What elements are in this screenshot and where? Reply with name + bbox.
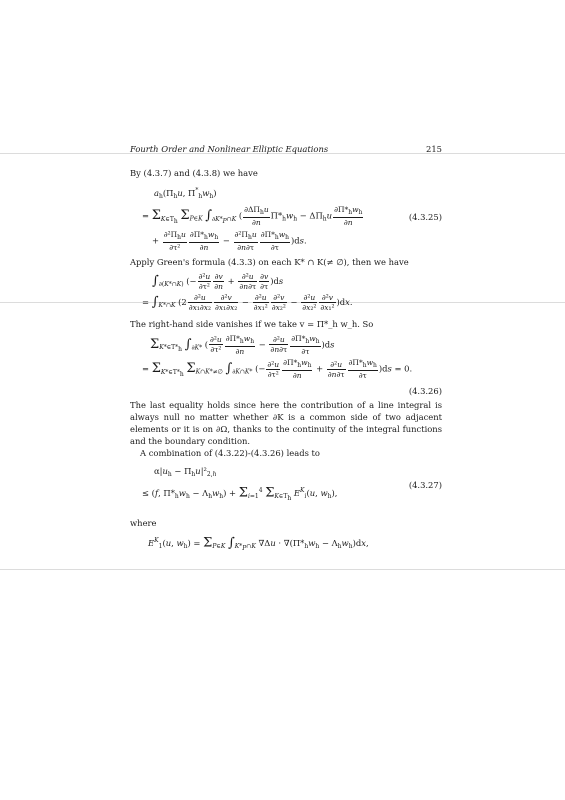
eq-green-line2: = $\int_{K*\cap K}$ (2 $\frac{\text{∂²u}}{\text{∂x₁∂x₂}}$ $\frac{\text{∂²v}}{\text{∂x₁∂x₂}}$ − $\frac{\text{∂²u}}{\text{∂x₁²}}$ $\frac{\text{∂²v}}{\text{∂x₂²}}$ − $\frac{\text{∂²u}}{\text{∂x₂²}}$ $\frac{\text{∂²v}}{\text{∂x₁²}}$ )dx. xyxy=(142,292,353,312)
eq-tag-4-3-25: (4.3.25) xyxy=(408,212,442,223)
eq-4-3-27-line2: ≤ (f, $\Pi*_hw_h - \Lambda_hw_h) + \Sigma_{i=1}^4$ $\Sigma_{K\in Th}$ $E^K_i(u$, $w_h$), xyxy=(142,485,338,502)
eq-4-3-26-line1: $\Sigma_{K*\in T*h}$ $\int_{\partial K*}$ ( $\frac{\text{∂²u}}{\text{∂τ²}}$ $\frac{\partial\Pi*_hw_h}{\partial n}$ − $\frac{\text{∂²u}}{\partial n\partial\tau}$ $\frac{\partial\Pi*_hw_h}{\partial\tau}$ )ds xyxy=(150,333,335,356)
eq-4-3-26-line2: = $\Sigma_{K*\in T*h}$ $\Sigma_{K\cap K*\ne\emptyset}$ $\int_{\partial K\cap K*}$ (− $\frac{\text{∂²u}}{\text{∂τ²}}$ $\frac{\partial\Pi*_hw_h}{\partial n}$ + $\frac{\text{∂²u}}{\partial n\partial\tau}$ $\frac{\partial\Pi*_hw_h}{\partial\tau}$ )ds = 0. xyxy=(142,358,413,380)
last-equality-paragraph: The last equality holds since here the contribution of a line integral is always null no matter whether ∂K is a common side of two adjacent elements or it is on ∂Ω, thanks to the continuity of the integral functions and the boundary condition. xyxy=(130,399,442,446)
rhs-vanishes-text: The right-hand side vanishes if we take v = Π*_h w_h. So xyxy=(130,318,374,329)
eq-4-3-27-line1: $\alpha|u_h - \Pi_hu|^2_{2,h}$ xyxy=(154,465,217,478)
scan-rule-bottom xyxy=(0,569,565,570)
equation-4-3-27 xyxy=(130,463,442,507)
equation-green xyxy=(130,272,442,314)
book-page xyxy=(130,143,442,561)
equation-4-3-25 xyxy=(130,183,442,252)
eq-4-3-25-line2: = $\Sigma_{K\in Th}$ $\Sigma_{P\in K}$ $\int_{\partial K*P\cap K}$ ( $\frac{\partial\Delta\Pi_hu}{\partial n}$ $\Pi*_hw_h - \Delta\Pi_hu$ $\frac{\partial\Pi*_hw_h}{\partial n}$ xyxy=(142,205,363,227)
eq-4-3-25-line3: + $\frac{\partial^2\Pi_hu}{\text{∂τ²}}$ $\frac{\partial\Pi*_hw_h}{\partial n}$ − $\frac{\partial^2\Pi_hu}{\partial n\partial\tau}$ $\frac{\partial\Pi*_hw_h}{\partial\tau}$ )ds. xyxy=(152,229,307,252)
where-text: where xyxy=(130,517,157,528)
page-number: 215 xyxy=(426,144,442,154)
eq-green-line1: $\int_{\partial(K*\cap K)}$ (− $\frac{\text{∂²u}}{\text{∂τ²}}$ $\frac{\partial v}{\partial n}$ + $\frac{\text{∂²u}}{\partial n\partial\tau}$ $\frac{\partial v}{\partial\tau}$ )ds xyxy=(152,271,284,291)
equation-E1 xyxy=(130,533,442,557)
intro-text: By (4.3.7) and (4.3.8) we have xyxy=(130,168,258,178)
green-formula-text: Apply Green's formula (4.3.3) on each K* ∩ K(≠ ∅), then we have xyxy=(130,256,409,267)
running-title: Fourth Order and Nonlinear Elliptic Equations xyxy=(130,144,329,154)
eq-E1-line: $E^K_1(u$, $w_h) = \Sigma_{P\in K}$ $\int_{K*P\cap K}$ $\nabla\Delta u \cdot \nabla(\Pi*_hw_h - \Lambda_hw_h)dx$, xyxy=(148,535,369,552)
equation-4-3-26 xyxy=(130,333,442,396)
eq-tag-4-3-26: (4.3.26) xyxy=(408,385,442,396)
running-header xyxy=(130,143,442,155)
eq-4-3-25-line1: $a_h(\Pi_hu$, $\Pi^*_hw_h$) xyxy=(154,187,217,200)
combination-paragraph: A combination of (4.3.22)-(4.3.26) leads to xyxy=(140,447,320,458)
eq-tag-4-3-27: (4.3.27) xyxy=(408,479,442,490)
